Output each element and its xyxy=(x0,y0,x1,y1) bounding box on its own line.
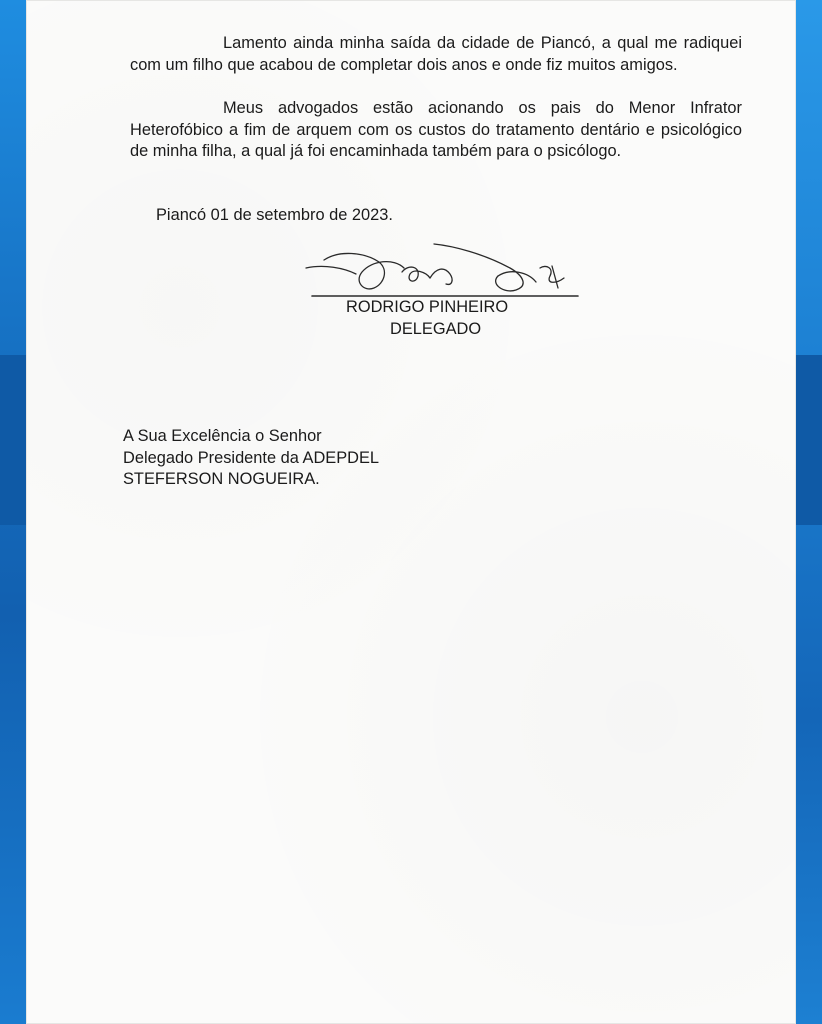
letter-paragraph-1 xyxy=(130,33,742,76)
letter-page xyxy=(26,0,796,1024)
background-right-band xyxy=(792,355,822,525)
signatory-title: DELEGADO xyxy=(390,320,482,338)
signature-scribble-icon xyxy=(284,238,584,302)
paragraph-text: Meus advogados estão acionando os pais do Menor Infrator Heterofóbico a fim de arquem com os custos do tratamento dentário e psicológico de minha filha, a qual já foi encaminhada também para o psicólogo. xyxy=(130,99,742,160)
recipient-line-2: Delegado Presidente da ADEPDEL xyxy=(123,448,380,467)
background-right-edge xyxy=(792,0,822,1024)
date-line: Piancó 01 de setembro de 2023. xyxy=(156,206,393,224)
paragraph-text: Lamento ainda minha saída da cidade de Piancó, a qual me radiquei com um filho que acabou de completar dois anos e onde fiz muitos amigos. xyxy=(130,34,742,74)
signatory-name: RODRIGO PINHEIRO xyxy=(346,298,509,316)
recipient-line-3: STEFERSON NOGUEIRA. xyxy=(123,470,320,488)
letter-paragraph-2 xyxy=(130,98,742,163)
handwritten-signature xyxy=(284,238,584,302)
recipient-line-1: A Sua Excelência o Senhor xyxy=(123,427,322,445)
recipient-block xyxy=(123,426,379,491)
